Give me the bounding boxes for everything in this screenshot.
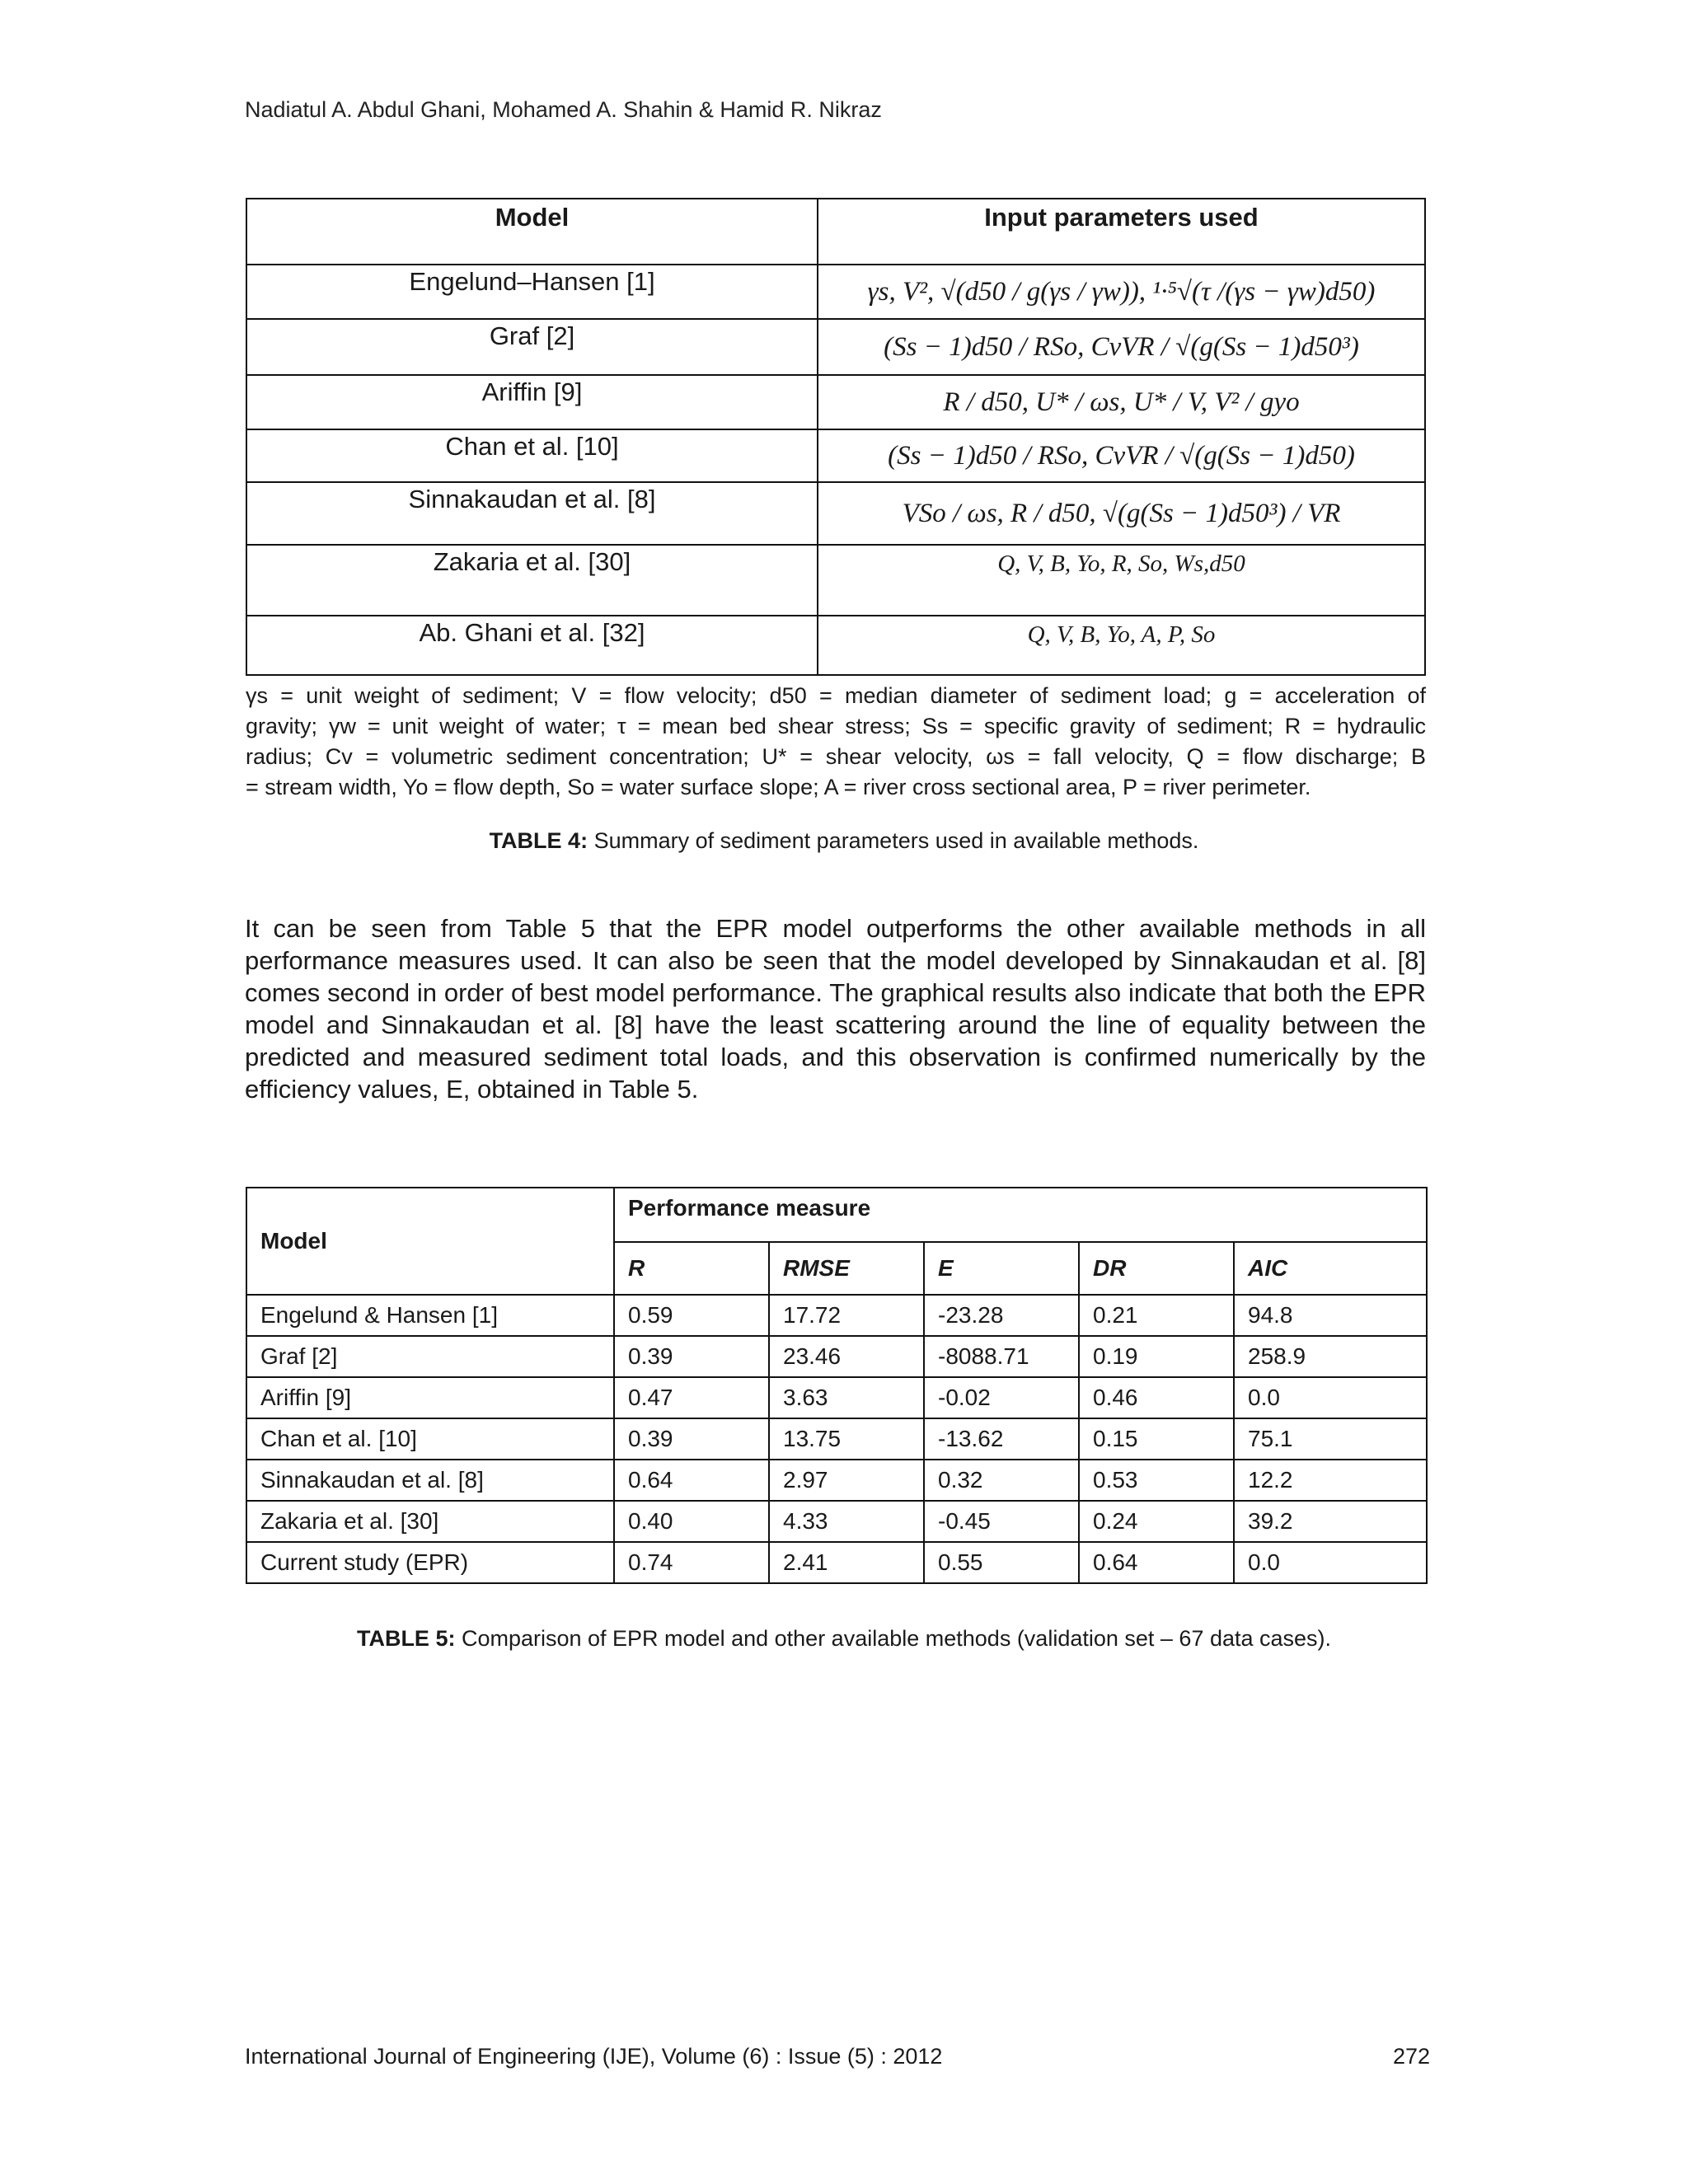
table4-model-cell: Chan et al. [10] (246, 429, 818, 482)
table5-value-cell: 0.64 (1079, 1542, 1234, 1583)
table5-model-cell: Current study (EPR) (246, 1542, 614, 1583)
table4-params-cell: Q, V, B, Yo, A, P, So (818, 616, 1425, 675)
table5-value-cell: -23.28 (924, 1295, 1079, 1336)
table4-header-params: Input parameters used (818, 199, 1425, 265)
table4-model-cell: Engelund–Hansen [1] (246, 265, 818, 319)
table5-value-cell: 39.2 (1234, 1501, 1427, 1542)
table5-model-cell: Graf [2] (246, 1336, 614, 1377)
table4-header-model: Model (246, 199, 818, 265)
table5-value-cell: 0.39 (614, 1336, 769, 1377)
legend-line: gravity; γw = unit weight of water; τ = mean bed shear stress; Ss = specific gravity of sediment; R = hydraulic (246, 714, 1426, 738)
table5-header-measure: DR (1079, 1242, 1234, 1295)
table4-model-cell: Ab. Ghani et al. [32] (246, 616, 818, 675)
table4-params-cell: Q, V, B, Yo, R, So, Ws,d50 (818, 545, 1425, 616)
table5-value-cell: 75.1 (1234, 1418, 1427, 1460)
table4-params-cell: γs, V², √(d50 / g(γs / γw)), ¹·⁵√(τ /(γs − γw)d50) (818, 265, 1425, 319)
table5-value-cell: 0.55 (924, 1542, 1079, 1583)
table5-value-cell: 3.63 (769, 1377, 924, 1418)
table5-value-cell: 0.15 (1079, 1418, 1234, 1460)
legend-line: γs = unit weight of sediment; V = flow velocity; d50 = median diameter of sediment load; g = acceleration of (246, 683, 1426, 708)
table-row (246, 1336, 1427, 1377)
table-row (246, 1501, 1427, 1542)
table5-header-measure: RMSE (769, 1242, 924, 1295)
table5-value-cell: 0.53 (1079, 1460, 1234, 1501)
table5-value-cell: 12.2 (1234, 1460, 1427, 1501)
footer-journal: International Journal of Engineering (IJE), Volume (6) : Issue (5) : 2012 (245, 2044, 943, 2069)
table5-value-cell: 258.9 (1234, 1336, 1427, 1377)
table5-value-cell: -13.62 (924, 1418, 1079, 1460)
table5-value-cell: 0.64 (614, 1460, 769, 1501)
table4-caption (0, 828, 1688, 854)
table4-legend (246, 681, 1426, 803)
table5-header-measure: E (924, 1242, 1079, 1295)
legend-line: = stream width, Yo = flow depth, So = water surface slope; A = river cross sectional area, P = river perimeter. (246, 775, 1311, 799)
table4-caption-label: TABLE 4: (489, 828, 588, 853)
table4-params-cell: R / d50, U* / ωs, U* / V, V² / gyo (818, 375, 1425, 429)
table5-value-cell: -0.02 (924, 1377, 1079, 1418)
table5-value-cell: 4.33 (769, 1501, 924, 1542)
table-4 (246, 198, 1426, 676)
table-5 (246, 1187, 1428, 1584)
table4-params-cell: (Ss − 1)d50 / RSo, CvVR / √(g(Ss − 1)d50³) (818, 319, 1425, 375)
table5-value-cell: 0.0 (1234, 1542, 1427, 1583)
table5-header-measure: R (614, 1242, 769, 1295)
table4-caption-text: Summary of sediment parameters used in available methods. (588, 828, 1199, 853)
table5-value-cell: 0.0 (1234, 1377, 1427, 1418)
table-row (246, 1418, 1427, 1460)
table5-model-cell: Chan et al. [10] (246, 1418, 614, 1460)
table5-value-cell: 0.24 (1079, 1501, 1234, 1542)
table5-header-group: Performance measure (614, 1188, 1427, 1242)
table5-value-cell: 0.21 (1079, 1295, 1234, 1336)
table5-value-cell: 0.39 (614, 1418, 769, 1460)
table4-params-cell: VSo / ωs, R / d50, √(g(Ss − 1)d50³) / VR (818, 482, 1425, 545)
table4-params-cell: (Ss − 1)d50 / RSo, CvVR / √(g(Ss − 1)d50) (818, 429, 1425, 482)
table5-model-cell: Ariffin [9] (246, 1377, 614, 1418)
table5-value-cell: 13.75 (769, 1418, 924, 1460)
table4-model-cell: Ariffin [9] (246, 375, 818, 429)
table5-value-cell: 0.47 (614, 1377, 769, 1418)
table5-value-cell: 0.59 (614, 1295, 769, 1336)
table5-value-cell: 0.32 (924, 1460, 1079, 1501)
table4-model-cell: Sinnakaudan et al. [8] (246, 482, 818, 545)
table-row (246, 1542, 1427, 1583)
table4-model-cell: Graf [2] (246, 319, 818, 375)
running-header: Nadiatul A. Abdul Ghani, Mohamed A. Shahin & Hamid R. Nikraz (245, 97, 882, 122)
table5-caption-text: Comparison of EPR model and other available methods (validation set – 67 data cases). (455, 1626, 1332, 1651)
table5-value-cell: 94.8 (1234, 1295, 1427, 1336)
table-row (246, 1377, 1427, 1418)
table-row (246, 1460, 1427, 1501)
table5-value-cell: 2.41 (769, 1542, 924, 1583)
table5-caption (0, 1626, 1688, 1652)
table4-model-cell: Zakaria et al. [30] (246, 545, 818, 616)
table5-model-cell: Zakaria et al. [30] (246, 1501, 614, 1542)
table5-value-cell: 2.97 (769, 1460, 924, 1501)
footer-page-number: 272 (1393, 2044, 1431, 2069)
table5-header-model: Model (246, 1188, 614, 1295)
table5-value-cell: 0.74 (614, 1542, 769, 1583)
table5-model-cell: Engelund & Hansen [1] (246, 1295, 614, 1336)
table5-body (246, 1295, 1427, 1583)
table5-value-cell: 0.19 (1079, 1336, 1234, 1377)
table5-caption-label: TABLE 5: (356, 1626, 456, 1651)
body-paragraph: It can be seen from Table 5 that the EPR model outperforms the other available methods in all performance measures used. It can also be seen that the model developed by Sinnakaudan et al. [8] comes second in order of best model performance. The graphical results also indicate that both the EPR model and Sinnakaudan et al. [8] have the least scattering around the line of equality between the predicted and measured sediment total loads, and this observation is confirmed numerically by the efficiency values, E, obtained in Table 5. (245, 914, 1426, 1104)
table5-value-cell: 0.46 (1079, 1377, 1234, 1418)
table5-value-cell: 0.40 (614, 1501, 769, 1542)
table5-header-measure: AIC (1234, 1242, 1427, 1295)
table-row (246, 1295, 1427, 1336)
table5-model-cell: Sinnakaudan et al. [8] (246, 1460, 614, 1501)
table5-value-cell: 17.72 (769, 1295, 924, 1336)
legend-line: radius; Cv = volumetric sediment concentration; U* = shear velocity, ωs = fall velocity, Q = flow discharge; B (246, 744, 1426, 769)
table5-value-cell: -0.45 (924, 1501, 1079, 1542)
table5-value-cell: 23.46 (769, 1336, 924, 1377)
table5-value-cell: -8088.71 (924, 1336, 1079, 1377)
